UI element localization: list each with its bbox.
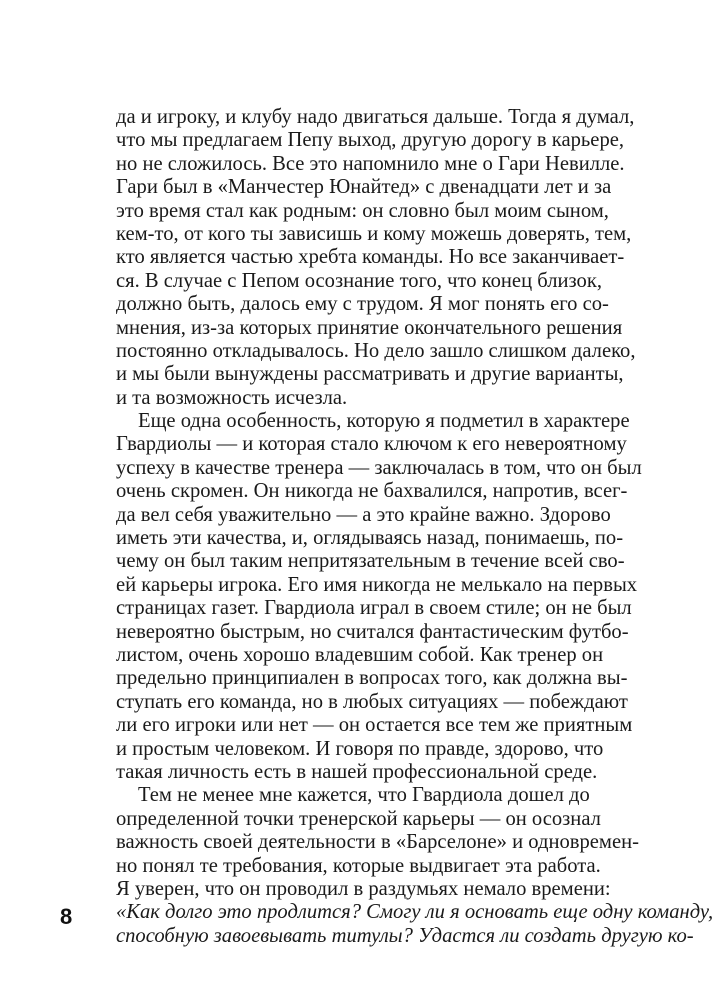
text-line: определенной точки тренерской карьеры — он осознал xyxy=(116,807,601,830)
text-line: успеху в качестве тренера — заключалась в том, что он был xyxy=(116,456,642,479)
text-line: кто является частью хребта команды. Но все заканчивает- xyxy=(116,246,625,269)
text-line: Гвардиолы — и которая стало ключом к его невероятному xyxy=(116,433,627,456)
text-line: и простым человеком. И говоря по правде, здорово, что xyxy=(116,737,604,760)
text-line: Гари был в «Манчестер Юнайтед» с двенадцати лет и за xyxy=(116,176,612,199)
text-line: страницах газет. Гвардиола играл в своем стиле; он не был xyxy=(116,597,632,620)
text-line: постоянно откладывалось. Но дело зашло слишком далеко, xyxy=(116,339,636,362)
text-line: ступать его команда, но в любых ситуациях — побеждают xyxy=(116,690,628,713)
text-line: ся. В случае с Пепом осознание того, что конец близок, xyxy=(116,269,602,292)
text-line: что мы предлагаем Пепу выход, другую дорогу в карьере, xyxy=(116,129,625,152)
text-line: невероятно быстрым, но считался фантастическим футбо- xyxy=(116,620,629,643)
text-line: очень скромен. Он никогда не бахвалился, напротив, всег- xyxy=(116,480,628,503)
text-line: Тем не менее мне кажется, что Гвардиола дошел до xyxy=(138,784,590,807)
text-line: да вел себя уважительно — а это крайне важно. Здорово xyxy=(116,503,611,526)
page-number: 8 xyxy=(60,904,73,929)
text-line: это время стал как родным: он словно был моим сыном, xyxy=(116,199,609,222)
text-line: Еще одна особенность, которую я подметил в характере xyxy=(138,410,630,433)
text-line: но не сложилось. Все это напомнило мне о Гари Невилле. xyxy=(116,152,625,175)
text-line: иметь эти качества, и, оглядываясь назад, понимаешь, по- xyxy=(116,527,624,550)
text-line: листом, очень хорошо владевшим собой. Как тренер он xyxy=(116,643,604,666)
text-line: да и игроку, и клубу надо двигаться дальше. Тогда я думал, xyxy=(116,106,635,128)
text-line: предельно принципиален в вопросах того, как должна вы- xyxy=(116,667,628,690)
text-line: кем-то, от кого ты зависишь и кому можешь доверять, тем, xyxy=(116,222,632,245)
text-line: ли его игроки или нет — он остается все тем же приятным xyxy=(116,714,633,737)
text-line: Я уверен, что он проводил в раздумьях немало времени: xyxy=(116,877,611,900)
text-line: и та возможность исчезла. xyxy=(116,386,348,409)
page-body-text xyxy=(116,106,713,948)
text-line: и мы были вынуждены рассматривать и другие варианты, xyxy=(116,363,624,386)
text-line: но понял те требования, которые выдвигает эта работа. xyxy=(116,854,601,877)
text-line: мнения, из-за которых принятие окончательного решения xyxy=(116,316,623,339)
text-line: способную завоевывать титулы? Удастся ли создать другую ко- xyxy=(116,924,694,947)
text-line: должно быть, далось ему с трудом. Я мог понять его со- xyxy=(116,293,609,316)
text-line: такая личность есть в нашей профессиональной среде. xyxy=(116,760,598,783)
text-line: важность своей деятельности в «Барселоне» и одновремен- xyxy=(116,831,639,854)
text-line: чему он был таким непритязательным в течение всей сво- xyxy=(116,550,625,573)
text-line: ей карьеры игрока. Его имя никогда не мелькало на первых xyxy=(116,573,638,596)
text-line: «Как долго это продлится? Смогу ли я основать еще одну команду, xyxy=(116,901,713,924)
